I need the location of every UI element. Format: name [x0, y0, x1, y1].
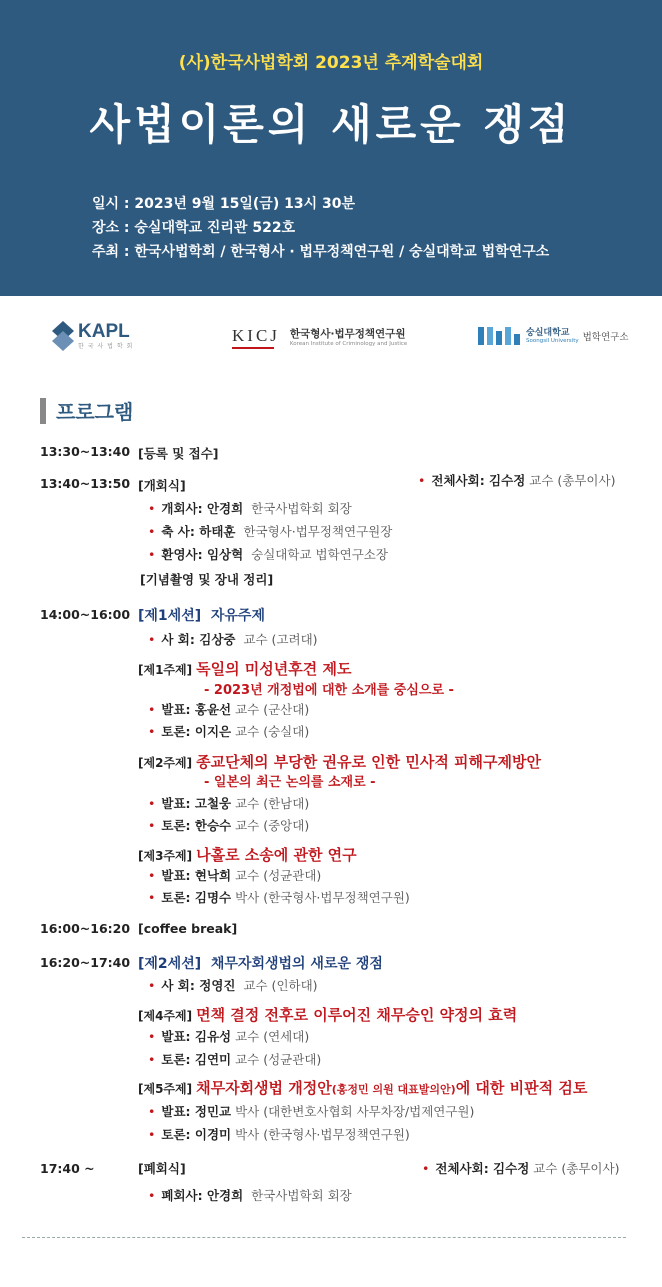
heading-bar: [40, 398, 46, 424]
topic4-discussant-line: • 토론: 김연미 교수 (성균관대): [148, 1052, 322, 1067]
closing-address-line: • 폐회사: 안경희 한국사법학회 회장: [148, 1188, 352, 1203]
topic4-presenter-line: • 발표: 김유성 교수 (연세대): [148, 1029, 310, 1044]
session1-title: 자유주제: [210, 608, 265, 624]
event-title: 사법이론의 새로운 쟁점: [89, 100, 573, 149]
topic5-title-c: 에 대한 비판적 검토: [455, 1079, 588, 1097]
session1-chair-label: 사 회: [161, 632, 190, 647]
topic1-title: 독일의 미성년후견 제도: [196, 660, 352, 678]
opening-address-label: 개회사: [161, 501, 198, 516]
closing-address-label: 폐회사: [161, 1188, 198, 1203]
closing-label: [폐회식]: [138, 1161, 186, 1176]
topic1-presenter: 홍윤선: [194, 702, 232, 717]
session1-label: [제1세션]: [138, 608, 202, 624]
kicj-text: KICJ: [232, 326, 280, 345]
discussant-label: 토론: [161, 724, 186, 739]
topic2-discussant: 한승수: [194, 818, 232, 833]
topic1-discussant-line: • 토론: 이지은 교수 (숭실대): [148, 724, 310, 739]
coffee-break-label: [coffee break]: [138, 921, 238, 936]
topic2-header: [138, 751, 541, 772]
congrats-name: 하태훈: [199, 524, 236, 539]
topic3-header: [138, 844, 357, 865]
discussant-label: 토론: [161, 1127, 186, 1142]
presenter-label: 발표: [161, 868, 186, 883]
ssu-english-name: Soongsil University: [526, 338, 579, 344]
topic3-title: 나홀로 소송에 관한 연구: [196, 846, 357, 864]
closing-mc-name: 김수정: [493, 1161, 530, 1176]
kapl-text: KAPL: [78, 321, 130, 342]
mc-line: • 전체사회: 김수정 교수 (총무이사): [418, 473, 616, 488]
kicj-english-name: Korean Institute of Criminology and Justice: [289, 340, 408, 347]
ssu-logo: [478, 316, 629, 356]
topic2-presenter: 고철웅: [194, 796, 232, 811]
discussant-label: 토론: [161, 818, 186, 833]
event-host: 주최 : 한국사법학회 / 한국형사 · 법무정책연구원 / 숭실대학교 법학연구소: [92, 244, 550, 260]
time-session1: 14:00~16:00: [40, 607, 131, 622]
session2-chair-label: 사 회: [161, 978, 190, 993]
ssu-institute: 법학연구소: [582, 332, 629, 343]
topic5-title-b: (홍정민 의원 대표발의안): [331, 1083, 456, 1096]
congrats-label: 축 사: [161, 524, 190, 539]
topic1-discussant-role: 교수 (숭실대): [235, 724, 310, 739]
topic3-discussant-role: 박사 (한국형사·법무정책연구원): [235, 890, 410, 905]
time-session2: 16:20~17:40: [40, 955, 131, 970]
topic5-presenter-role: 박사 (대한변호사협회 사무차장/법제연구원): [235, 1104, 475, 1119]
topic1-presenter-line: • 발표: 홍윤선 교수 (군산대): [148, 702, 310, 717]
welcome-line: • 환영사: 임상혁 숭실대학교 법학연구소장: [148, 547, 388, 562]
topic1-subtitle: - 2023년 개정법에 대한 소개를 중심으로 -: [204, 683, 454, 698]
registration-label: [등록 및 접수]: [138, 446, 219, 461]
ssu-emblem-icon: [478, 325, 522, 347]
topic5-presenter-line: • 발표: 정민교 박사 (대한변호사협회 사무차장/법제연구원): [148, 1104, 475, 1119]
topic3-discussant-line: • 토론: 김명수 박사 (한국형사·법무정책연구원): [148, 890, 410, 905]
presenter-label: 발표: [161, 1029, 186, 1044]
ssu-name: 숭실대학교: [526, 328, 570, 338]
program-title: 프로그램: [56, 400, 134, 424]
welcome-name: 임상혁: [206, 547, 244, 562]
discussant-label: 토론: [161, 890, 186, 905]
kicj-logo: [232, 316, 407, 356]
kicj-underline: [232, 347, 274, 349]
presenter-label: 발표: [161, 1104, 186, 1119]
topic2-label: [제2주제]: [138, 756, 193, 770]
congrats-line: • 축 사: 하태훈 한국형사·법무정책연구원장: [148, 524, 393, 539]
kicj-name: 한국형사·법무정책연구원: [289, 327, 406, 340]
topic2-title: 종교단체의 부당한 권유로 인한 민사적 피해구제방안: [196, 753, 541, 771]
opening-address-name: 안경희: [206, 501, 244, 516]
time-opening: 13:40~13:50: [40, 476, 131, 491]
topic5-presenter: 정민교: [194, 1104, 232, 1119]
opening-address-line: • 개회사: 안경희 한국사법학회 회장: [148, 501, 352, 516]
session2-chair-role: 교수 (인하대): [243, 978, 318, 993]
topic4-presenter-role: 교수 (연세대): [235, 1029, 310, 1044]
session1-chair-name: 김상중: [199, 632, 236, 647]
photo-label: [기념촬영 및 장내 정리]: [140, 572, 274, 587]
topic4-label: [제4주제]: [138, 1009, 193, 1023]
opening-address-role: 한국사법학회 회장: [251, 501, 352, 516]
discussant-label: 토론: [161, 1052, 186, 1067]
topic1-label: [제1주제]: [138, 663, 193, 677]
topic1-presenter-role: 교수 (군산대): [235, 702, 310, 717]
topic2-discussant-line: • 토론: 한승수 교수 (중앙대): [148, 818, 310, 833]
session2-header: [138, 953, 383, 973]
session2-label: [제2세션]: [138, 956, 202, 972]
topic4-title: 면책 결정 전후로 이루어진 채무승인 약정의 효력: [196, 1006, 518, 1024]
topic2-discussant-role: 교수 (중앙대): [235, 818, 310, 833]
topic2-subtitle: - 일본의 최근 논의를 소재로 -: [204, 775, 376, 790]
closing-mc-label: 전체사회: [435, 1161, 484, 1176]
kapl-emblem-icon: [52, 321, 74, 351]
topic4-discussant-role: 교수 (성균관대): [235, 1052, 322, 1067]
topic4-presenter: 김유성: [194, 1029, 232, 1044]
topic3-label: [제3주제]: [138, 849, 193, 863]
topic5-discussant-line: • 토론: 이경미 박사 (한국형사·법무정책연구원): [148, 1127, 410, 1142]
session2-title: 채무자회생법의 새로운 쟁점: [210, 956, 383, 972]
time-closing: 17:40 ~: [40, 1161, 95, 1176]
congrats-role: 한국형사·법무정책연구원장: [243, 524, 393, 539]
topic3-presenter-line: • 발표: 현낙희 교수 (성균관대): [148, 868, 322, 883]
header-banner: [0, 0, 662, 296]
event-place: 장소 : 숭실대학교 진리관 522호: [92, 220, 296, 236]
topic3-presenter: 현낙희: [194, 868, 232, 883]
topic5-discussant-role: 박사 (한국형사·법무정책연구원): [235, 1127, 410, 1142]
mc-name: 김수정: [489, 473, 526, 488]
presenter-label: 발표: [161, 796, 186, 811]
topic4-header: [138, 1004, 517, 1025]
program-heading: [40, 396, 133, 425]
session1-chair-line: • 사 회: 김상중 교수 (고려대): [148, 632, 318, 647]
topic1-discussant: 이지은: [194, 724, 232, 739]
closing-mc-role: 교수 (총무이사): [533, 1161, 620, 1176]
topic3-presenter-role: 교수 (성균관대): [235, 868, 322, 883]
topic5-title-a: 채무자회생법 개정안: [196, 1079, 332, 1097]
presenter-label: 발표: [161, 702, 186, 717]
time-registration: 13:30~13:40: [40, 444, 131, 459]
bottom-divider: [22, 1237, 626, 1238]
session1-header: [138, 605, 265, 625]
closing-address-role: 한국사법학회 회장: [251, 1188, 352, 1203]
topic1-header: [138, 658, 351, 679]
opening-label: [개회식]: [138, 478, 186, 493]
welcome-role: 숭실대학교 법학연구소장: [251, 547, 388, 562]
topic5-header: [138, 1077, 587, 1098]
closing-mc-line: • 전체사회: 김수정 교수 (총무이사): [422, 1161, 620, 1176]
session2-chair-name: 정영진: [199, 978, 236, 993]
mc-role: 교수 (총무이사): [529, 473, 616, 488]
topic5-discussant: 이경미: [194, 1127, 232, 1142]
topic2-presenter-line: • 발표: 고철웅 교수 (한남대): [148, 796, 310, 811]
logo-bar: [0, 296, 662, 376]
closing-address-name: 안경희: [206, 1188, 244, 1203]
topic5-label: [제5주제]: [138, 1082, 193, 1096]
event-subtitle: (사)한국사법학회 2023년 추계학술대회: [178, 53, 484, 73]
mc-label: 전체사회: [431, 473, 480, 488]
session2-chair-line: • 사 회: 정영진 교수 (인하대): [148, 978, 318, 993]
topic2-presenter-role: 교수 (한남대): [235, 796, 310, 811]
event-date: 일시 : 2023년 9월 15일(금) 13시 30분: [92, 196, 355, 212]
kapl-logo: [52, 316, 133, 356]
time-coffee: 16:00~16:20: [40, 921, 131, 936]
session1-chair-role: 교수 (고려대): [243, 632, 318, 647]
topic3-discussant: 김명수: [194, 890, 232, 905]
kapl-subtext: 한 국 사 법 학 회: [78, 343, 134, 350]
welcome-label: 환영사: [161, 547, 198, 562]
topic4-discussant: 김연미: [194, 1052, 232, 1067]
